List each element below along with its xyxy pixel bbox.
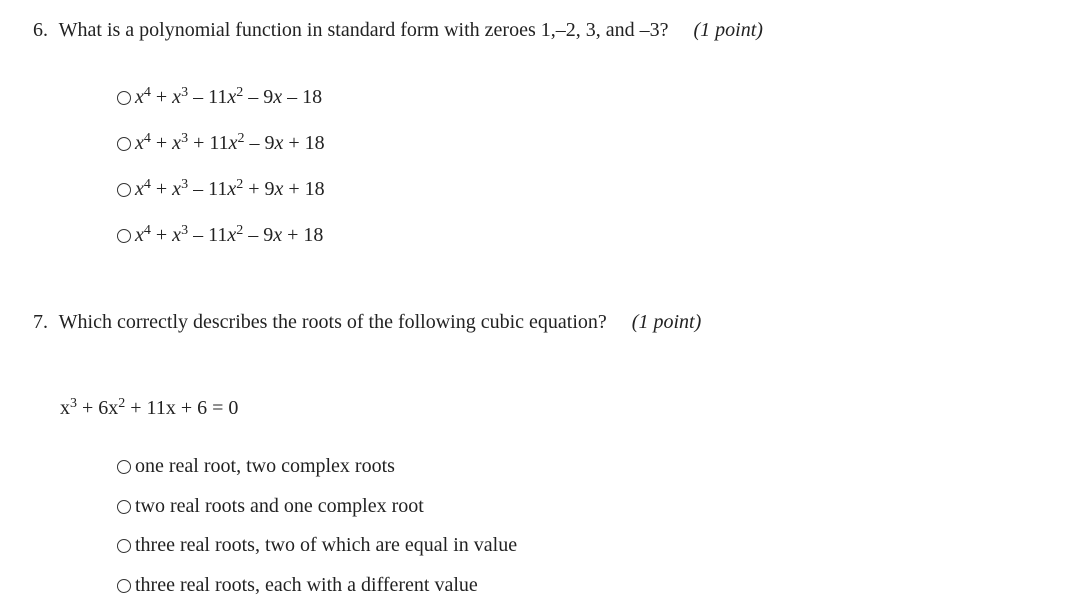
superscript: 2 bbox=[236, 177, 243, 192]
answer-option-label: two real roots and one complex root bbox=[135, 495, 424, 518]
question-text: Which correctly describes the roots of the following cubic equation? bbox=[59, 311, 607, 333]
answer-option-label bbox=[135, 178, 325, 201]
superscript: 3 bbox=[181, 131, 188, 146]
math-text: – 9 bbox=[243, 86, 273, 108]
superscript: 4 bbox=[144, 131, 151, 146]
variable: x bbox=[172, 86, 181, 108]
superscript: 4 bbox=[144, 223, 151, 238]
answer-option-label bbox=[135, 224, 323, 247]
answer-option-label: three real roots, each with a different value bbox=[135, 574, 478, 597]
answer-option-4[interactable] bbox=[117, 566, 517, 605]
math-text: – 9 bbox=[243, 224, 273, 246]
variable: x bbox=[229, 132, 238, 154]
cubic-equation bbox=[60, 394, 238, 422]
answer-option-4[interactable] bbox=[117, 212, 325, 258]
math-text: + 11 bbox=[188, 132, 229, 154]
math-text: + 18 bbox=[283, 178, 324, 200]
variable: x bbox=[227, 178, 236, 200]
superscript: 4 bbox=[144, 85, 151, 100]
answer-option-3[interactable] bbox=[117, 526, 517, 566]
radio-button-icon[interactable] bbox=[117, 183, 131, 197]
variable: x bbox=[273, 224, 282, 246]
answer-option-label: one real root, two complex roots bbox=[135, 455, 395, 478]
math-text: + 9 bbox=[243, 178, 274, 200]
math-text: + bbox=[151, 178, 172, 200]
radio-button-icon[interactable] bbox=[117, 500, 131, 514]
points-label: (1 point) bbox=[632, 311, 701, 333]
radio-button-icon[interactable] bbox=[117, 539, 131, 553]
answer-option-2[interactable] bbox=[117, 120, 325, 166]
answer-options bbox=[117, 447, 517, 605]
variable: x bbox=[275, 178, 284, 200]
math-text: – 18 bbox=[282, 86, 322, 108]
variable: x bbox=[227, 224, 236, 246]
radio-button-icon[interactable] bbox=[117, 460, 131, 474]
answer-option-label: three real roots, two of which are equal in value bbox=[135, 534, 517, 557]
superscript: 3 bbox=[70, 396, 77, 411]
radio-button-icon[interactable] bbox=[117, 229, 131, 243]
answer-option-label bbox=[135, 132, 325, 155]
superscript: 2 bbox=[236, 223, 243, 238]
superscript: 2 bbox=[236, 85, 243, 100]
math-text: – 11 bbox=[188, 86, 227, 108]
math-text: + 6x bbox=[77, 397, 118, 419]
points-label: (1 point) bbox=[694, 19, 763, 41]
math-text: + bbox=[151, 86, 172, 108]
math-text: – 9 bbox=[245, 132, 275, 154]
math-text: – 11 bbox=[188, 178, 227, 200]
answer-option-1[interactable] bbox=[117, 447, 517, 487]
radio-button-icon[interactable] bbox=[117, 137, 131, 151]
variable: x bbox=[275, 132, 284, 154]
math-text: + 18 bbox=[283, 132, 324, 154]
answer-option-2[interactable] bbox=[117, 487, 517, 527]
radio-button-icon[interactable] bbox=[117, 579, 131, 593]
question-6-prompt bbox=[33, 16, 763, 44]
math-text: – 11 bbox=[188, 224, 227, 246]
math-text: + 11x + 6 = 0 bbox=[125, 397, 238, 419]
answer-option-3[interactable] bbox=[117, 166, 325, 212]
answer-option-label bbox=[135, 86, 322, 109]
math-text: + 18 bbox=[282, 224, 323, 246]
variable: x bbox=[172, 132, 181, 154]
superscript: 2 bbox=[118, 396, 125, 411]
variable: x bbox=[135, 132, 144, 154]
superscript: 4 bbox=[144, 177, 151, 192]
answer-option-1[interactable] bbox=[117, 74, 325, 120]
variable: x bbox=[172, 224, 181, 246]
math-text: x bbox=[60, 397, 70, 419]
variable: x bbox=[273, 86, 282, 108]
variable: x bbox=[135, 224, 144, 246]
superscript: 3 bbox=[181, 177, 188, 192]
superscript: 2 bbox=[238, 131, 245, 146]
question-text: What is a polynomial function in standard form with zeroes 1,–2, 3, and –3? bbox=[59, 19, 669, 41]
question-number: 7. bbox=[33, 308, 48, 336]
math-text: + bbox=[151, 132, 172, 154]
question-number: 6. bbox=[33, 16, 48, 44]
question-7-prompt bbox=[33, 308, 701, 336]
variable: x bbox=[135, 86, 144, 108]
radio-button-icon[interactable] bbox=[117, 91, 131, 105]
variable: x bbox=[135, 178, 144, 200]
math-text: + bbox=[151, 224, 172, 246]
variable: x bbox=[227, 86, 236, 108]
answer-options bbox=[117, 74, 325, 258]
superscript: 3 bbox=[181, 223, 188, 238]
superscript: 3 bbox=[181, 85, 188, 100]
variable: x bbox=[172, 178, 181, 200]
